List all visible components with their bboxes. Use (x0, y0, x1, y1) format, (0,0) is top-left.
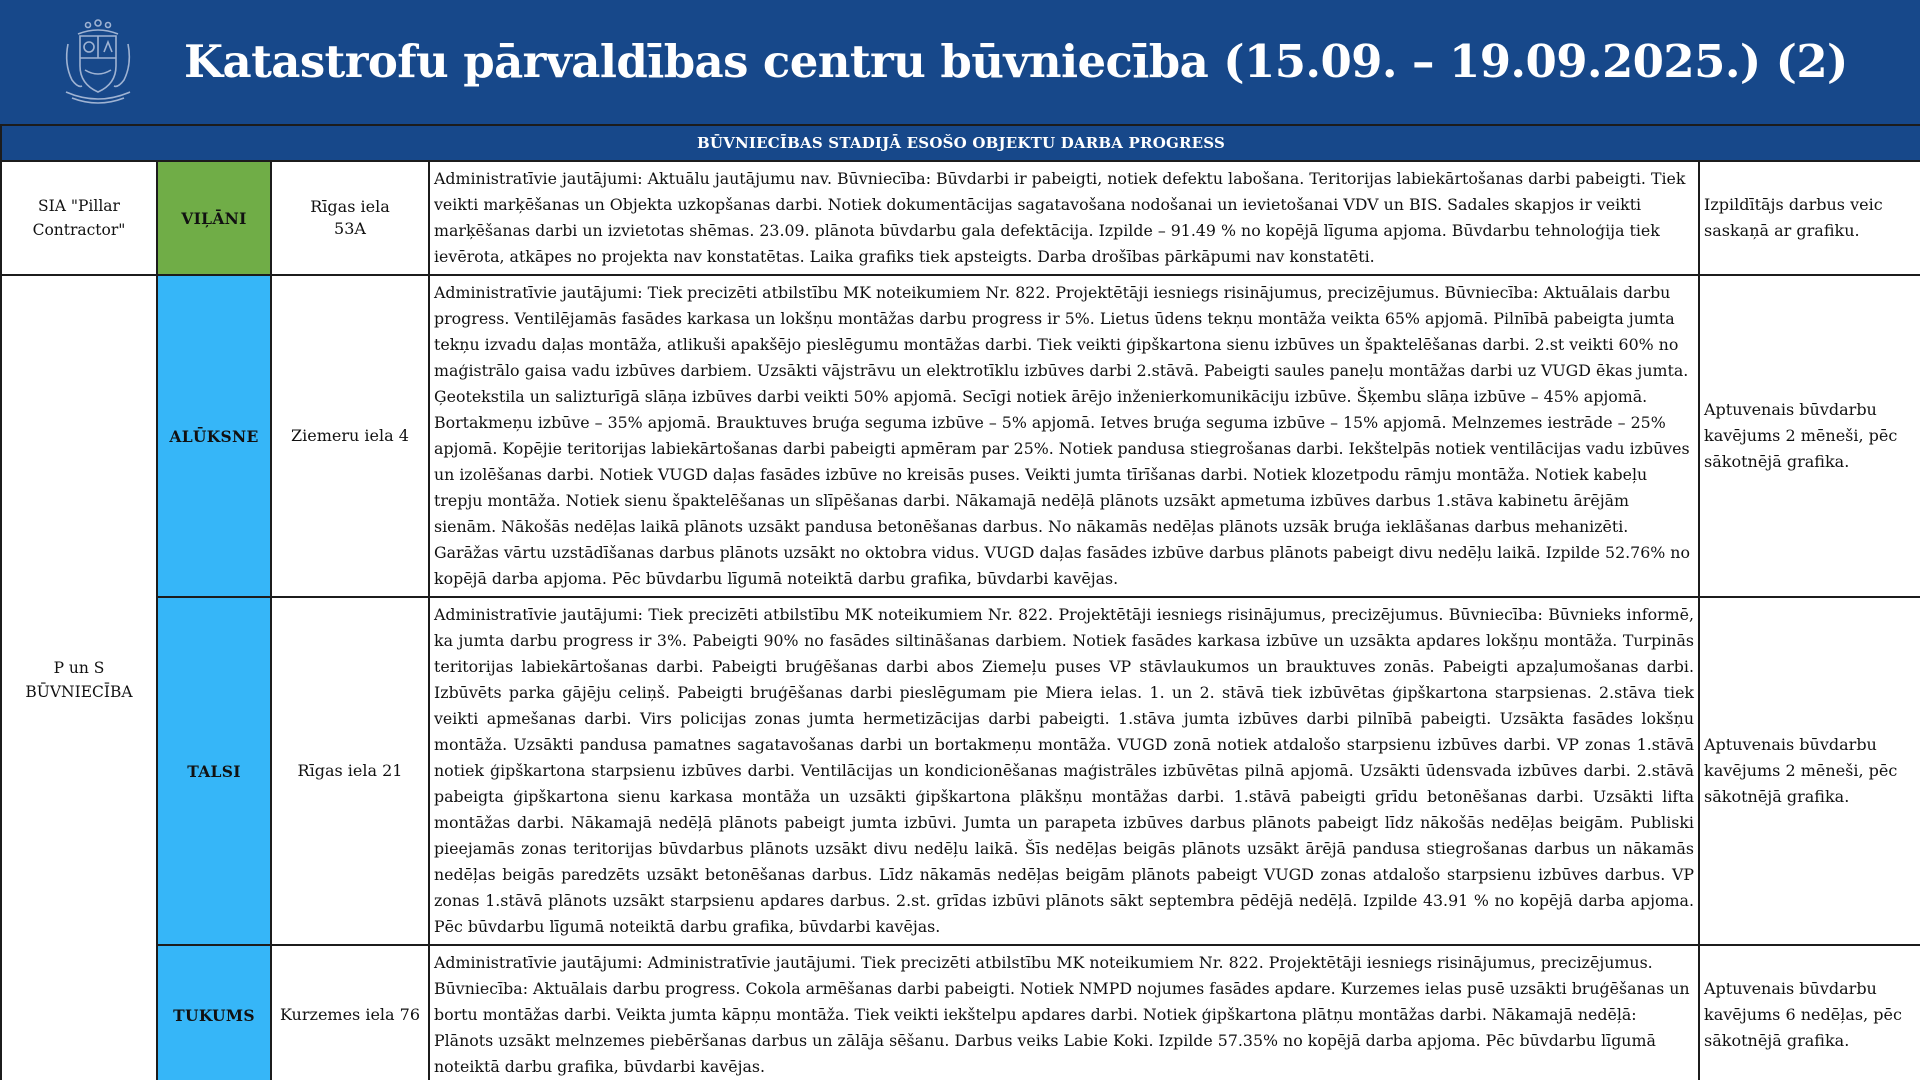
table-row (1, 161, 1920, 275)
contractor-cell (1, 275, 157, 1080)
status-note: Izpildītājs darbus veic saskaņā ar grafiku. (1699, 161, 1920, 275)
contractor-text: P un S BŪVNIECĪBA (25, 659, 133, 701)
city-cell: TALSI (157, 597, 271, 945)
status-note: Aptuvenais būvdarbu kavējums 6 nedēļas, pēc sākotnējā grafika. (1699, 945, 1920, 1080)
address-cell: Ziemeru iela 4 (271, 275, 429, 597)
progress-description: Administratīvie jautājumi: Administratīvie jautājumi. Tiek precizēti atbilstību MK noteikumiem Nr. 822. Projektētāji iesniegs risinājumus, precizējumus. Būvniecība: Aktuālais darbu progress. Cokola armēšanas darbi pabeigti. Notiek NMPD nojumes fasādes apdare. Kurzemes ielas pusē uzsākti bruģēšanas un bortu montāžas darbi. Veikta jumta kāpņu montāža. Tiek veikti iekštelpu apdares darbi. Notiek ģipškartona plātņu montāžas darbi. Nākamajā nedēļā: Plānots uzsākt melnzemes piebēršanas darbus un zālāja sēšanu. Darbus veiks Labie Koki. Izpilde 57.35% no kopējā darba apjoma. Pēc būvdarbu līgumā noteiktā darbu grafika, būvdarbi kavējas. (429, 945, 1699, 1080)
page-header (0, 0, 1920, 124)
city-cell: TUKUMS (157, 945, 271, 1080)
city-cell: ALŪKSNE (157, 275, 271, 597)
section-title: BŪVNIECĪBAS STADIJĀ ESOŠO OBJEKTU DARBA PROGRESS (1, 125, 1920, 161)
progress-table-container (0, 124, 1920, 1080)
address-cell: Rīgas iela 21 (271, 597, 429, 945)
table-row (1, 597, 1920, 945)
progress-table (0, 124, 1920, 1080)
section-title-row (1, 125, 1920, 161)
city-cell: VIĻĀNI (157, 161, 271, 275)
table-row (1, 945, 1920, 1080)
contractor-cell: SIA "Pillar Contractor" (1, 161, 157, 275)
address-cell: Kurzemes iela 76 (271, 945, 429, 1080)
status-note: Aptuvenais būvdarbu kavējums 2 mēneši, pēc sākotnējā grafika. (1699, 275, 1920, 597)
address-cell (271, 161, 429, 275)
address-text: Rīgas iela 53A (310, 197, 390, 238)
table-row (1, 275, 1920, 597)
page-title: Katastrofu pārvaldības centru būvniecība (15.09. – 19.09.2025.) (2) (184, 35, 1848, 88)
progress-description: Administratīvie jautājumi: Aktuālu jautājumu nav. Būvniecība: Būvdarbi ir pabeigti, notiek defektu labošana. Teritorijas labiekārtošanas darbi pabeigti. Tiek veikti marķēšanas un Objekta uzkopšanas darbi. Notiek dokumentācijas sagatavošana nodošanai un ievietošanai VDV un BIS. Sadales skapjos ir veikti marķēšanas darbi un izvietotas shēmas. 23.09. plānota būvdarbu gala defektācija. Izpilde – 91.49 % no kopējā līguma apjoma. Būvdarbu tehnoloģija tiek ievērota, atkāpes no projekta nav konstatētas. Laika grafiks tiek apsteigts. Darba drošības pārkāpumi nav konstatēti. (429, 161, 1699, 275)
progress-description: Administratīvie jautājumi: Tiek precizēti atbilstību MK noteikumiem Nr. 822. Projektētāji iesniegs risinājumus, precizējumus. Būvniecība: Būvnieks informē, ka jumta darbu progress ir 3%. Pabeigti 90% no fasādes siltināšanas darbiem. Notiek fasādes karkasa izbūve un uzsākta apdares lokšņu montāža. Turpinās teritorijas labiekārtošanas darbi. Pabeigti bruģēšanas darbi abos Ziemeļu puses VP stāvlaukumos un brauktuves zonās. Pabeigti apzaļumošanas darbi. Izbūvēts parka gājēju celiņš. Pabeigti bruģēšanas darbi pieslēgumam pie Miera ielas. 1. un 2. stāvā tiek izbūvētas ģipškartona starpsienas. 2.stāva tiek veikti apmešanas darbi. Virs policijas zonas jumta hermetizācijas darbi pabeigti. 1.stāva jumta izbūves darbi pilnībā pabeigti. Uzsākta fasādes lokšņu montāža. Uzsākti pandusa pamatnes sagatavošanas darbi un bortakmeņu montāža. VUGD zonā notiek atdalošo starpsienu izbūves darbi. VP zonas 1.stāvā notiek ģipškartona starpsienu izbūves darbi. Ventilācijas un kondicionēšanas maģistrāles izbūvētas pilnā apjomā. Uzsākti ūdensvada izbūves darbi. 2.stāvā pabeigta ģipškartona sienu karkasa montāža un uzsākti ģipškartona plākšņu montāžas darbi. 1.stāvā pabeigti grīdu betonēšanas darbi. Uzsākti lifta montāžas darbi. Nākamajā nedēļā plānots pabeigt jumta izbūvi. Jumta un parapeta izbūves darbus plānots pabeigt līdz nākošās nedēļas beigām. Publiski pieejamās zonas teritorijas būvdarbus plānots uzsākt divu nedēļu laikā. Šīs nedēļas beigās plānots uzsākt ārējā pandusa stiegrošanas darbus un nākamās nedēļas beigās paredzēts uzsākt betonēšanas darbus. Līdz nākamās nedēļas beigām plānots pabeigt VUGD zonas atdalošo starpsienu izbūves darbus. VP zonas 1.stāvā plānots uzsākt starpsienu apdares darbus. 2.st. grīdas izbūvi plānots sākt septembra pēdējā nedēļā. Izpilde 43.91 % no kopējā darba apjoma. Pēc būvdarbu līgumā noteiktā darbu grafika, būvdarbi kavējas. (429, 597, 1699, 945)
status-note: Aptuvenais būvdarbu kavējums 2 mēneši, pēc sākotnējā grafika. (1699, 597, 1920, 945)
progress-description: Administratīvie jautājumi: Tiek precizēti atbilstību MK noteikumiem Nr. 822. Projektētāji iesniegs risinājumus, precizējumus. Būvniecība: Aktuālais darbu progress. Ventilējamās fasādes karkasa un lokšņu montāžas darbu progress ir 5%. Lietus ūdens tekņu montāža veikta 65% apjomā. Pilnībā pabeigta jumta tekņu izvadu daļas montāža, atlikuši apakšējo pieslēgumu montāžas darbi. Tiek veikti ģipškartona sienu izbūves un špaktelēšanas darbi. 2.st veikti 60% no maģistrālo gaisa vadu izbūves darbiem. Uzsākti vājstrāvu un elektrotīklu izbūves darbi 2.stāvā. Pabeigti saules paneļu montāžas darbi uz VUGD ēkas jumta. Ģeotekstila un salizturīgā slāņa izbūves darbi veikti 50% apjomā. Secīgi notiek ārējo inženierkomunikāciju izbūve. Šķembu slāņa izbūve – 45% apjomā. Bortakmeņu izbūve – 35% apjomā. Brauktuves bruģa seguma izbūve – 5% apjomā. Ietves bruģa seguma izbūve – 15% apjomā. Melnzemes iestrāde – 25% apjomā. Kopējie teritorijas labiekārtošanas darbi pabeigti apmēram par 25%. Notiek pandusa stiegrošanas darbi. Iekštelpās notiek ventilācijas vadu izbūves un izolēšanas darbi. Notiek VUGD daļas fasādes izbūve no kreisās puses. Veikti jumta tīrīšanas darbi. Notiek klozetpodu rāmju montāža. Notiek kabeļu trepju montāža. Notiek sienu špaktelēšanas un slīpēšanas darbi. Nākamajā nedēļā plānots uzsākt apmetuma izbūves darbus 1.stāva kabinetu ārējām sienām. Nākošās nedēļas laikā plānots uzsākt pandusa betonēšanas darbus. No nākamās nedēļas plānots uzsāk bruģa ieklāšanas darbus mehanizēti. Garāžas vārtu uzstādīšanas darbus plānots uzsākt no oktobra vidus. VUGD daļas fasādes izbūve darbus plānots pabeigt divu nedēļu laikā. Izpilde 52.76% no kopējā darba apjoma. Pēc būvdarbu līgumā noteiktā darbu grafika, būvdarbi kavējas. (429, 275, 1699, 597)
latvia-coat-of-arms-icon (58, 14, 138, 110)
